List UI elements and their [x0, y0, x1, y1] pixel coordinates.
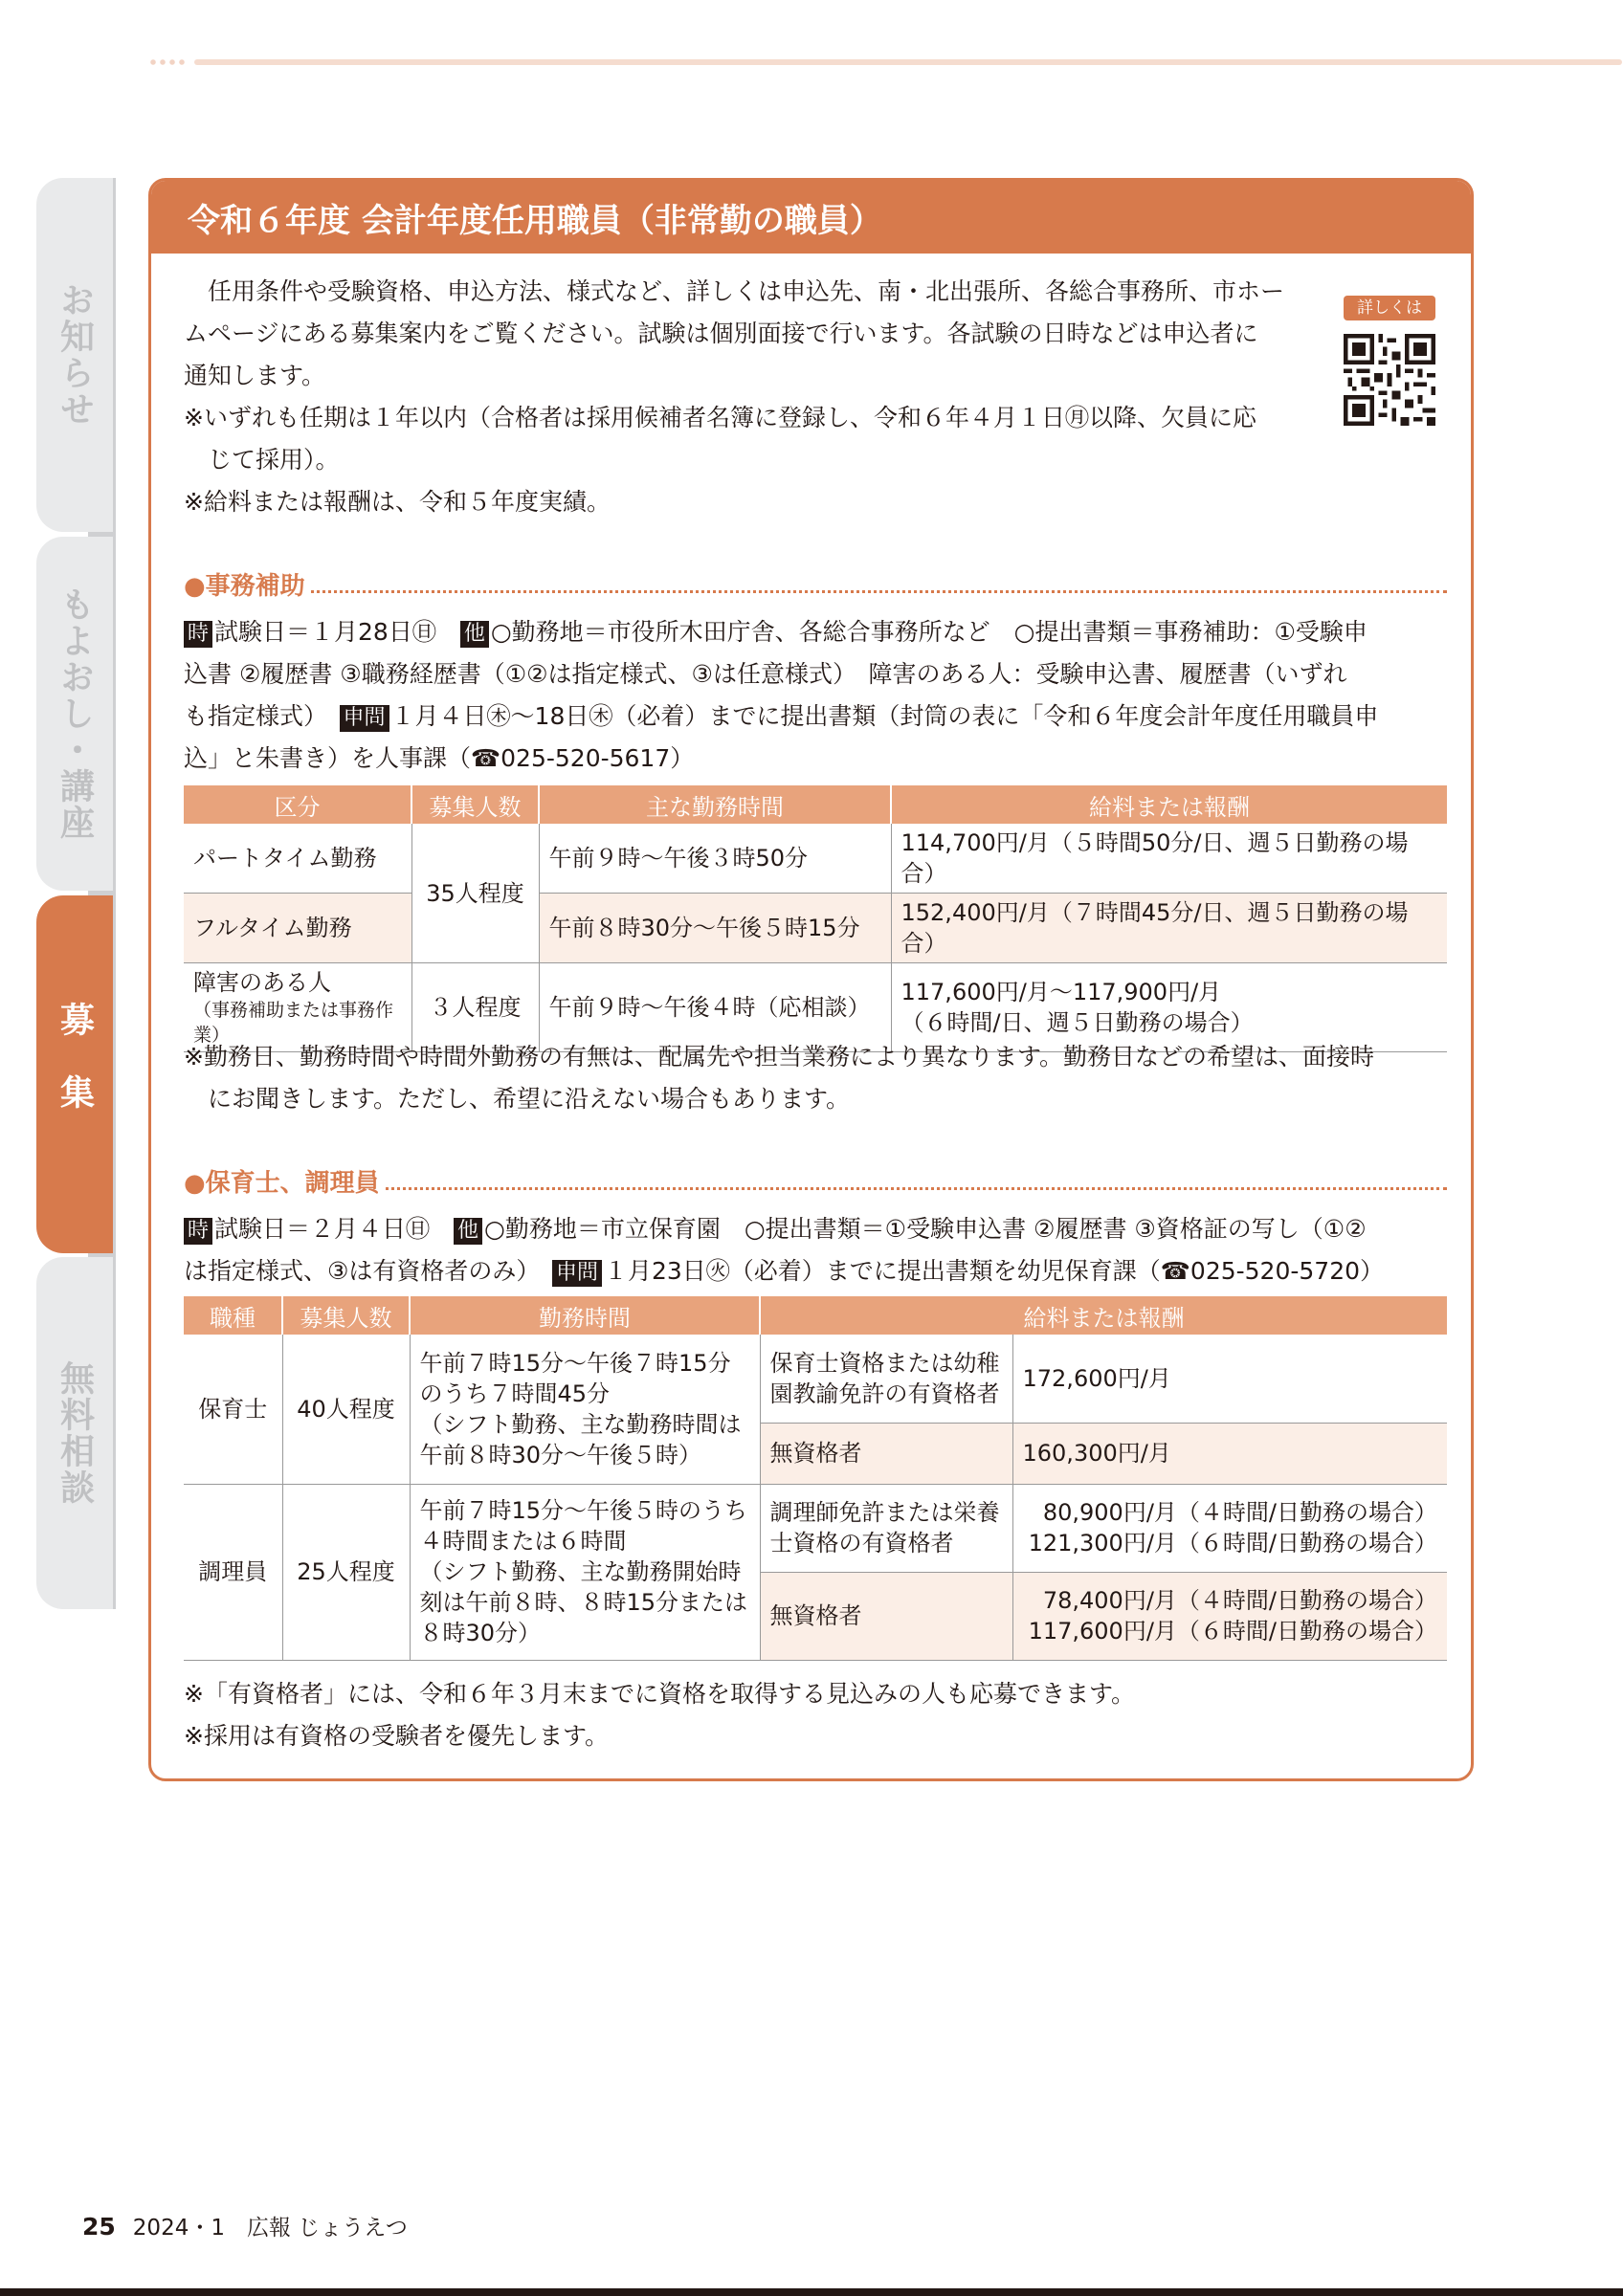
table-cell: 114,700円/月（５時間50分/日、週５日勤務の場合）: [891, 824, 1447, 894]
table-cell: フルタイム勤務: [184, 894, 411, 963]
table-cell: パートタイム勤務: [184, 824, 411, 894]
table-cell: 172,600円/月: [1012, 1335, 1447, 1423]
table-cell: 無資格者: [760, 1423, 1012, 1484]
table-cell: [760, 1484, 1012, 1572]
tab-recruitment[interactable]: [36, 895, 113, 1253]
table-header: 勤務時間: [410, 1296, 760, 1335]
other-tag: 他: [460, 621, 489, 648]
tab-label: もよおし・講座: [55, 586, 95, 841]
table-cell: 午前９時〜午後４時（応相談）: [539, 963, 891, 1052]
table-cell: [760, 1335, 1012, 1423]
intro-line: 任用条件や受験資格、申込方法、様式など、詳しくは申込先、南・北出張所、各総合事務所、市ホー: [184, 277, 1285, 305]
hours-line: （シフト勤務、主な勤務時間は: [419, 1410, 742, 1438]
page-footer: [82, 2210, 408, 2241]
childcare-work-location: ○勤務地＝市立保育園 ○提出書類＝①受験申込書 ②履歴書 ③資格証の写し（①②: [484, 1215, 1367, 1243]
intro-note: ※いずれも任期は１年以内（合格者は採用候補者名簿に登録し、令和６年４月１日㊊以降、欠員に応: [184, 404, 1256, 431]
table-cell: [1012, 1572, 1447, 1660]
intro-note: じて採用）。: [184, 446, 340, 474]
tab-notices[interactable]: [36, 178, 113, 532]
childcare-docs-tail: は指定様式、③は有資格者のみ）: [184, 1257, 528, 1285]
intro-line: 通知します。: [184, 362, 326, 389]
table-cell: [410, 1484, 760, 1660]
table-cell: 40人程度: [282, 1335, 410, 1484]
pay-line: 78,400円/月（４時間/日勤務の場合）: [1042, 1587, 1437, 1614]
issue-label: 2024・1 広報 じょうえつ: [132, 2216, 408, 2241]
table-row: [184, 894, 1447, 963]
qualification-line: 園教諭免許の有資格者: [769, 1380, 1000, 1407]
childcare-note: ※採用は有資格の受験者を優先します。: [184, 1722, 609, 1750]
childcare-info-line: [184, 1250, 1384, 1292]
intro-note: ※給料または報酬は、令和５年度実績。: [184, 488, 611, 516]
tab-events-courses[interactable]: [36, 537, 113, 891]
recruitment-panel: [148, 178, 1474, 1781]
apply-tag: 申問: [340, 705, 389, 732]
hours-line: 午前８時30分〜午後５時）: [419, 1441, 702, 1468]
section-title: ●保育士、調理員: [184, 1166, 384, 1201]
table-cell: 保育士: [184, 1335, 282, 1484]
qualification-line: 士資格の有資格者: [769, 1530, 954, 1556]
table-cell: 午前９時〜午後３時50分: [539, 824, 891, 894]
table-cell: ３人程度: [411, 963, 539, 1052]
time-tag: 時: [184, 621, 212, 648]
childcare-info-line: [184, 1208, 1367, 1250]
childcare-table: [184, 1296, 1447, 1661]
table-cell: 160,300円/月: [1012, 1423, 1447, 1484]
top-decorative-band: [148, 57, 1622, 67]
qr-code-icon[interactable]: [1344, 334, 1435, 426]
hours-line: のうち７時間45分: [419, 1380, 611, 1407]
table-row: [184, 1484, 1447, 1572]
qualification-line: 保育士資格または幼稚: [769, 1349, 1000, 1377]
table-row: [184, 1335, 1447, 1423]
office-exam-date: 試験日＝１月28日㊐: [214, 618, 460, 646]
hours-line: 午前７時15分〜午後７時15分: [419, 1349, 731, 1377]
office-docs-tail: も指定様式）: [184, 702, 316, 730]
table-cell: [1012, 1484, 1447, 1572]
table-cell: [410, 1335, 760, 1484]
panel-header: [151, 181, 1471, 254]
qualification-line: 調理師免許または栄養: [769, 1499, 1000, 1526]
office-apply-period: １月４日㊍〜18日㊍（必着）までに提出書類（封筒の表に「令和６年度会計年度任用職員申: [390, 702, 1379, 730]
tab-free-consultation[interactable]: [36, 1257, 113, 1609]
table-cell: 午前８時30分〜午後５時15分: [539, 894, 891, 963]
hours-line: 刻は午前８時、８時15分または: [419, 1589, 748, 1616]
table-cell: 無資格者: [760, 1572, 1012, 1660]
table-header: 募集人数: [282, 1296, 410, 1335]
hours-line: 午前７時15分〜午後５時のうち: [419, 1497, 748, 1524]
hours-line: （シフト勤務、主な勤務開始時: [419, 1558, 742, 1585]
office-info-line: [184, 695, 1378, 738]
table-cell: 調理員: [184, 1484, 282, 1660]
bottom-rule: [0, 2288, 1623, 2296]
office-table: [184, 785, 1447, 1052]
pay-value: 117,600円/月〜117,900円/月: [900, 979, 1222, 1005]
table-header: 給料または報酬: [760, 1296, 1447, 1335]
category-note: （事務補助または事務作業）: [193, 1000, 394, 1046]
childcare-note: ※「有資格者」には、令和６年３月末までに資格を取得する見込みの人も応募できます。: [184, 1680, 1135, 1708]
table-header: 職種: [184, 1296, 282, 1335]
tab-label: お知らせ: [55, 282, 95, 428]
apply-tag: 申問: [552, 1260, 602, 1287]
tab-label: 募集: [55, 1002, 95, 1147]
table-cell: 25人程度: [282, 1484, 410, 1660]
section-heading-office: [184, 569, 1447, 604]
office-info-line: 込書 ②履歴書 ③職務経歴書（①②は指定様式、③は任意様式） 障害のある人：受験申込書、履歴書（いずれ: [184, 660, 1347, 688]
table-header: 給料または報酬: [891, 785, 1447, 824]
panel-title: 令和６年度 会計年度任用職員（非常勤の職員）: [188, 202, 882, 240]
office-work-location: ○勤務地＝市役所木田庁舎、各総合事務所など ○提出書類＝事務補助：①受験申: [490, 618, 1367, 646]
side-tabs: [36, 178, 116, 1609]
pay-note: （６時間/日、週５日勤務の場合）: [900, 1009, 1254, 1036]
hours-line: ４時間または６時間: [419, 1528, 627, 1555]
pay-line: 117,600円/月（６時間/日勤務の場合）: [1028, 1618, 1437, 1645]
childcare-exam-date: 試験日＝２月４日㊐: [214, 1215, 455, 1243]
table-cell: 35人程度: [411, 824, 539, 963]
section-heading-childcare: [184, 1166, 1447, 1201]
table-cell: 152,400円/月（７時間45分/日、週５日勤務の場合）: [891, 894, 1447, 963]
other-tag: 他: [454, 1218, 482, 1245]
office-info-line: [184, 611, 1367, 653]
hours-line: ８時30分）: [419, 1620, 542, 1646]
office-note: ※勤務日、勤務時間や時間外勤務の有無は、配属先や担当業務により異なります。勤務日などの希望は、面接時: [184, 1043, 1374, 1071]
pay-line: 121,300円/月（６時間/日勤務の場合）: [1028, 1530, 1437, 1556]
table-header: 区分: [184, 785, 411, 824]
office-note: にお聞きします。ただし、希望に沿えない場合もあります。: [184, 1085, 851, 1113]
qr-label: 詳しくは: [1344, 296, 1435, 320]
category-label: 障害のある人: [193, 969, 331, 996]
intro-line: ムページにある募集案内をご覧ください。試験は個別面接で行います。各試験の日時などは申込者に: [184, 320, 1258, 347]
childcare-apply-period: １月23日㊋（必着）までに提出書類を幼児保育課（☎025-520-5720）: [603, 1257, 1385, 1285]
page-number: 25: [82, 2213, 116, 2241]
table-header: 主な勤務時間: [539, 785, 891, 824]
office-info-line: 込」と朱書き）を人事課（☎025-520-5617）: [184, 744, 695, 772]
time-tag: 時: [184, 1218, 212, 1245]
pay-line: 80,900円/月（４時間/日勤務の場合）: [1042, 1499, 1437, 1526]
table-header: 募集人数: [411, 785, 539, 824]
table-row: [184, 824, 1447, 894]
section-title: ●事務補助: [184, 569, 309, 604]
tab-label: 無料相談: [55, 1360, 95, 1506]
